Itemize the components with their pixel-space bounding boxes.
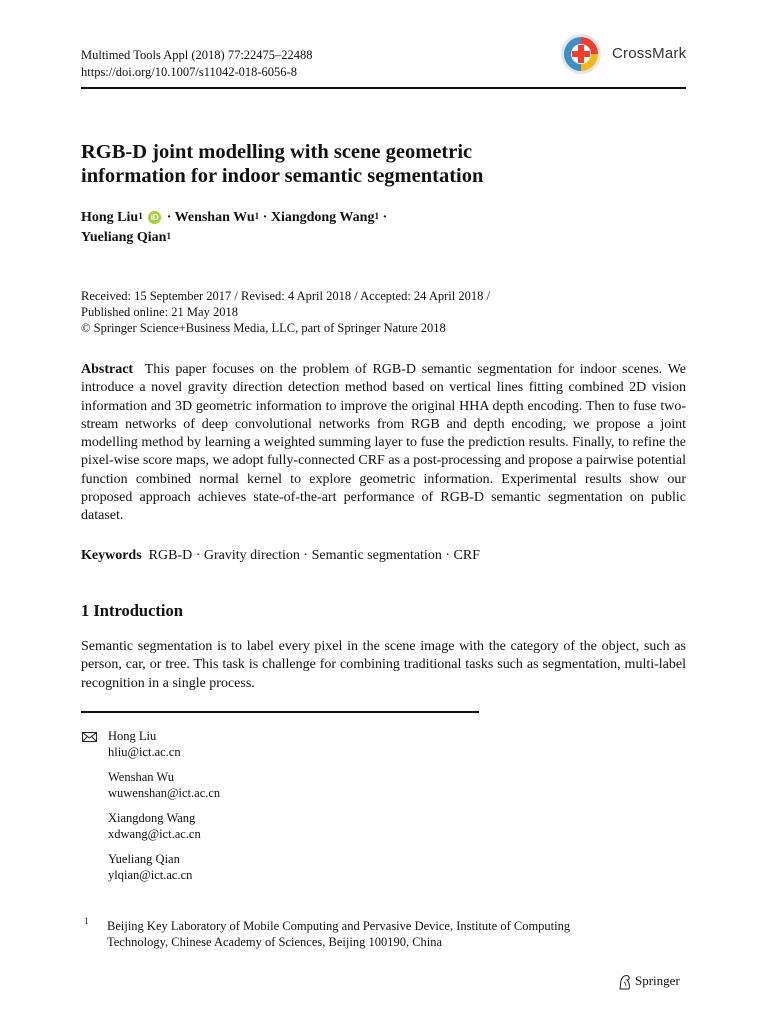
section-heading: 1 Introduction (81, 601, 183, 620)
corresponding-authors (108, 728, 220, 892)
author-name[interactable]: Yueliang Qian (81, 230, 167, 245)
author-separator: · (382, 210, 388, 225)
header-rule (81, 87, 686, 89)
footnote-rule (81, 711, 479, 713)
springer-horse-icon (618, 974, 632, 990)
publication-dates (81, 288, 681, 336)
contact-email[interactable]: ylqian@ict.ac.cn (108, 868, 193, 882)
author-affiliation-mark: 1 (254, 211, 260, 221)
author-separator: · (166, 210, 172, 225)
contact-entry (108, 769, 220, 801)
paper-title (81, 140, 681, 188)
author-separator: · (262, 210, 268, 225)
author-name[interactable]: Xiangdong Wang (270, 210, 375, 225)
contact-name: Yueliang Qian (108, 852, 180, 866)
crossmark-label: CrossMark (612, 45, 687, 62)
author-affiliation-mark: 1 (166, 231, 171, 241)
keywords (81, 547, 686, 565)
contact-email[interactable]: hliu@ict.ac.cn (108, 745, 181, 759)
crossmark-icon (560, 33, 602, 75)
contact-entry (108, 728, 220, 760)
published-online: Published online: 21 May 2018 (81, 305, 238, 319)
contact-entry (108, 851, 220, 883)
keywords-label: Keywords (81, 548, 142, 563)
affiliation-mark: 1 (84, 916, 89, 926)
contact-name: Xiangdong Wang (108, 811, 196, 825)
received-revised-accepted: Received: 15 September 2017 / Revised: 4 April 2018 / Accepted: 24 April 2018 / (81, 289, 490, 303)
keywords-text: RGB-D · Gravity direction · Semantic segmentation · CRF (148, 548, 480, 563)
orcid-icon[interactable]: iD (148, 211, 161, 224)
title-line-2: information for indoor semantic segmentation (81, 165, 484, 187)
journal-citation: Multimed Tools Appl (2018) 77:22475–22488 (81, 48, 313, 62)
affiliation-line-1: Beijing Key Laboratory of Mobile Computing and Pervasive Device, Institute of Computing (107, 919, 571, 933)
author-list (81, 208, 681, 248)
title-line-1: RGB-D joint modelling with scene geometric (81, 141, 473, 163)
author-name[interactable]: Hong Liu (81, 210, 139, 225)
affiliation-line-2: Technology, Chinese Academy of Sciences, Beijing 100190, China (107, 935, 443, 949)
contact-email[interactable]: wuwenshan@ict.ac.cn (108, 786, 221, 800)
abstract (81, 361, 686, 526)
author-affiliation-mark: 1 (138, 211, 143, 221)
abstract-label: Abstract (81, 362, 134, 377)
publisher-name: Springer (635, 973, 680, 988)
crossmark-badge[interactable] (560, 33, 690, 77)
contact-entry (108, 810, 220, 842)
affiliation (107, 918, 687, 950)
copyright-notice: © Springer Science+Business Media, LLC, part of Springer Nature 2018 (81, 321, 446, 335)
publisher-footer (618, 971, 680, 991)
author-affiliation-mark: 1 (374, 211, 379, 221)
journal-header (81, 47, 313, 81)
doi-link[interactable]: https://doi.org/10.1007/s11042-018-6056-8 (81, 65, 297, 79)
introduction-paragraph: Semantic segmentation is to label every pixel in the scene image with the category of the object, such as person, car, or tree. This task is challenge for combining traditional tasks such as segmentation, multi-label recognition in a single process. (81, 639, 686, 691)
envelope-icon (82, 732, 97, 742)
contact-name: Hong Liu (108, 729, 157, 743)
author-name[interactable]: Wenshan Wu (174, 210, 255, 225)
contact-name: Wenshan Wu (108, 770, 174, 784)
contact-email[interactable]: xdwang@ict.ac.cn (108, 827, 201, 841)
abstract-text: This paper focuses on the problem of RGB-D semantic segmentation for indoor scenes. We introduce a novel gravity direction detection method based on vertical lines fitting combined 2D vision information and 3D geometric information to improve the original HHA depth encoding. Then to fuse two-stream networks of deep convolutional networks from RGB and depth encoding, we propose a joint modelling method by learning a weighted summing layer to fuse the prediction results. Finally, to refine the pixel-wise score maps, we adopt fully-connected CRF as a post-processing and propose a pairwise potential function combined normal kernel to explore geometric information. Experimental results show our proposed approach achieves state-of-the-art performance of RGB-D semantic segmentation on public dataset. (81, 362, 686, 524)
